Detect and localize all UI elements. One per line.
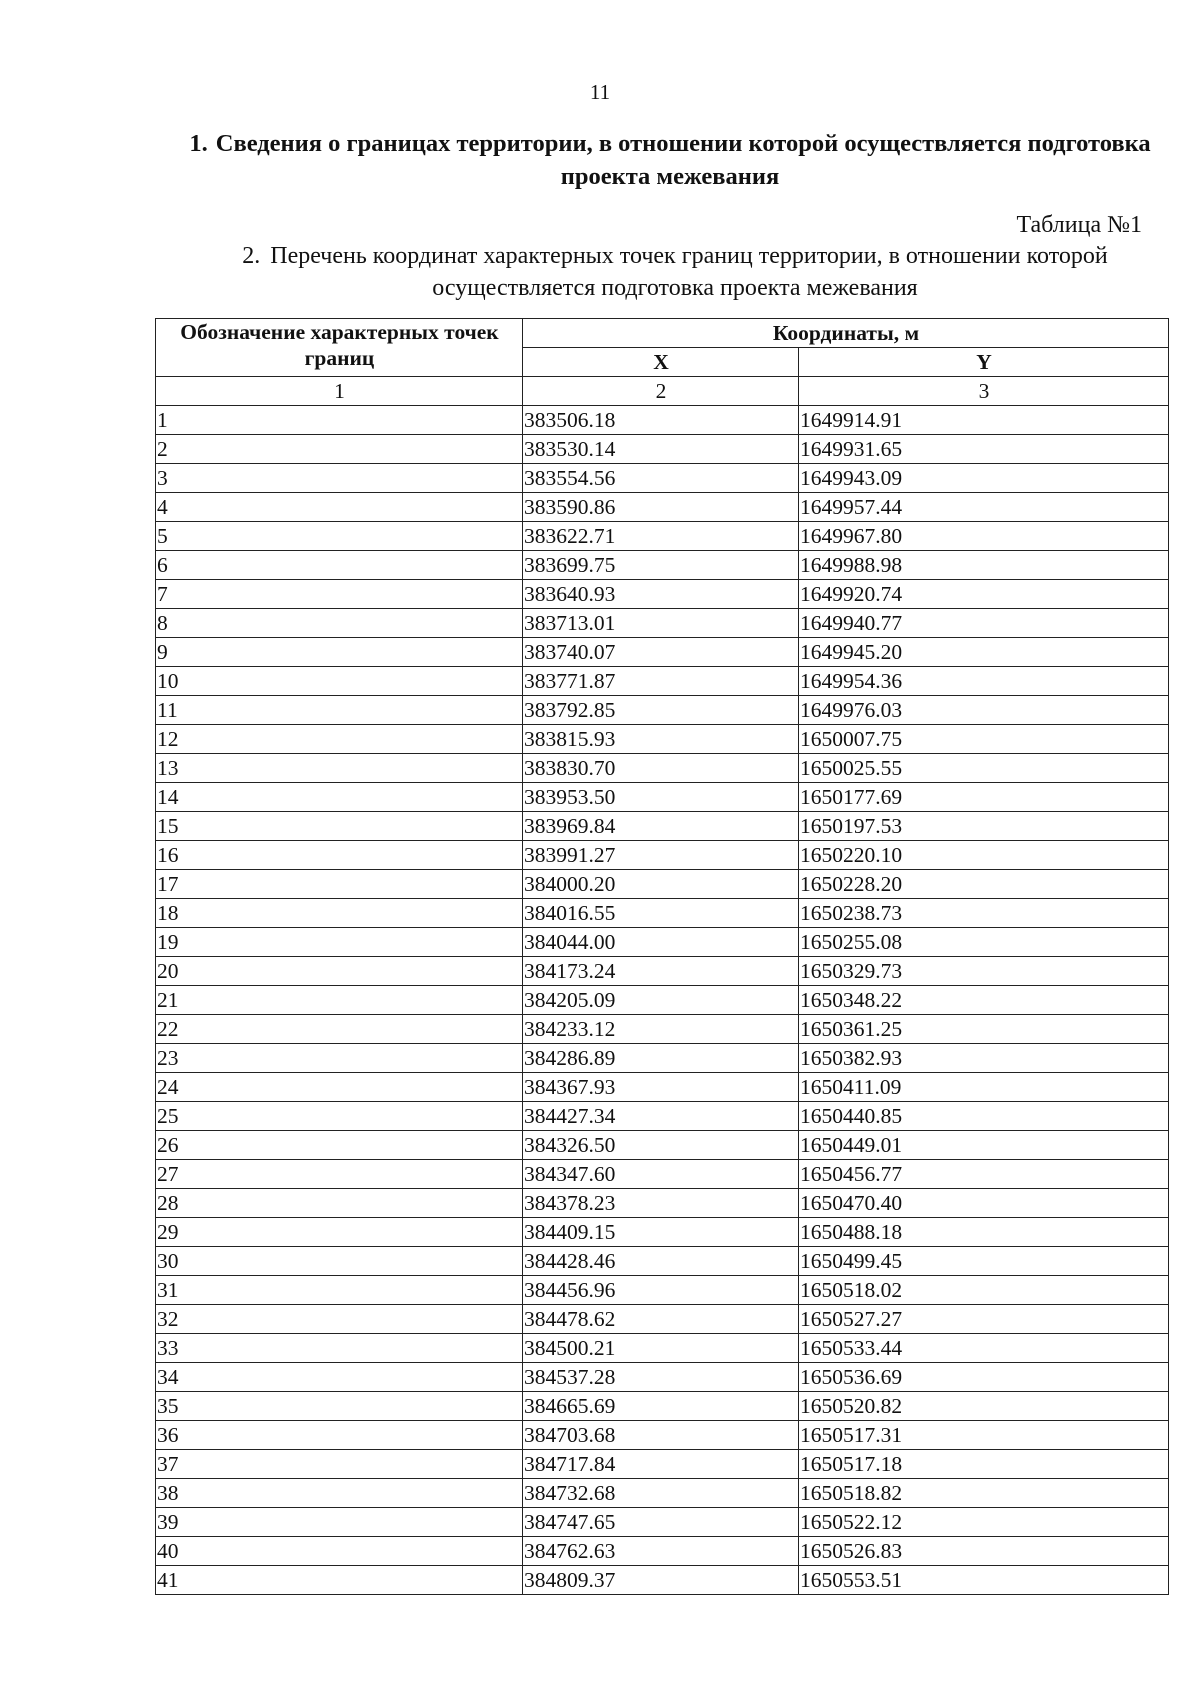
x-coordinate-cell: 384286.89 [523,1044,799,1073]
section-heading [170,127,1170,193]
y-coordinate-cell: 1650440.85 [799,1102,1169,1131]
y-coordinate-cell: 1650449.01 [799,1131,1169,1160]
table-row [156,725,1169,754]
point-cell: 20 [156,957,523,986]
point-cell: 35 [156,1392,523,1421]
x-coordinate-cell: 384762.63 [523,1537,799,1566]
point-cell: 40 [156,1537,523,1566]
y-coordinate-cell: 1649945.20 [799,638,1169,667]
table-row [156,1102,1169,1131]
y-coordinate-cell: 1649967.80 [799,522,1169,551]
point-cell: 28 [156,1189,523,1218]
table-row [156,522,1169,551]
table-row [156,1189,1169,1218]
table-row [156,1537,1169,1566]
header-y: Y [799,348,1169,377]
point-cell: 29 [156,1218,523,1247]
y-coordinate-cell: 1649940.77 [799,609,1169,638]
table-caption [180,240,1170,304]
x-coordinate-cell: 384732.68 [523,1479,799,1508]
x-coordinate-cell: 383554.56 [523,464,799,493]
point-cell: 14 [156,783,523,812]
y-coordinate-cell: 1650518.02 [799,1276,1169,1305]
table-row [156,1479,1169,1508]
point-cell: 37 [156,1450,523,1479]
x-coordinate-cell: 383953.50 [523,783,799,812]
y-coordinate-cell: 1650488.18 [799,1218,1169,1247]
y-coordinate-cell: 1650527.27 [799,1305,1169,1334]
x-coordinate-cell: 384347.60 [523,1160,799,1189]
y-coordinate-cell: 1650517.18 [799,1450,1169,1479]
point-cell: 7 [156,580,523,609]
point-cell: 10 [156,667,523,696]
table-row [156,957,1169,986]
x-coordinate-cell: 384367.93 [523,1073,799,1102]
x-coordinate-cell: 383991.27 [523,841,799,870]
point-cell: 23 [156,1044,523,1073]
table-row [156,986,1169,1015]
x-coordinate-cell: 384478.62 [523,1305,799,1334]
y-coordinate-cell: 1649943.09 [799,464,1169,493]
point-cell: 1 [156,406,523,435]
table-row [156,841,1169,870]
x-coordinate-cell: 384326.50 [523,1131,799,1160]
table-row [156,1276,1169,1305]
column-number-3: 3 [799,377,1169,406]
y-coordinate-cell: 1650025.55 [799,754,1169,783]
table-row [156,638,1169,667]
table-row [156,1044,1169,1073]
table-row [156,1566,1169,1595]
point-cell: 34 [156,1363,523,1392]
point-cell: 16 [156,841,523,870]
x-coordinate-cell: 383815.93 [523,725,799,754]
point-cell: 18 [156,899,523,928]
table-row [156,1450,1169,1479]
point-cell: 25 [156,1102,523,1131]
header-coordinates: Координаты, м [523,319,1169,348]
x-coordinate-cell: 384428.46 [523,1247,799,1276]
section-number: 1. [189,130,208,157]
y-coordinate-cell: 1650177.69 [799,783,1169,812]
table-row [156,551,1169,580]
point-cell: 17 [156,870,523,899]
x-coordinate-cell: 384717.84 [523,1450,799,1479]
table-row [156,464,1169,493]
y-coordinate-cell: 1650361.25 [799,1015,1169,1044]
table-row [156,783,1169,812]
x-coordinate-cell: 384378.23 [523,1189,799,1218]
y-coordinate-cell: 1650517.31 [799,1421,1169,1450]
y-coordinate-cell: 1650520.82 [799,1392,1169,1421]
y-coordinate-cell: 1650536.69 [799,1363,1169,1392]
table-row [156,1305,1169,1334]
x-coordinate-cell: 383530.14 [523,435,799,464]
table-row [156,435,1169,464]
x-coordinate-cell: 384537.28 [523,1363,799,1392]
y-coordinate-cell: 1650470.40 [799,1189,1169,1218]
y-coordinate-cell: 1649914.91 [799,406,1169,435]
table-row [156,928,1169,957]
y-coordinate-cell: 1650553.51 [799,1566,1169,1595]
y-coordinate-cell: 1650007.75 [799,725,1169,754]
y-coordinate-cell: 1650533.44 [799,1334,1169,1363]
page-number: 11 [589,80,611,104]
x-coordinate-cell: 383792.85 [523,696,799,725]
table-row [156,812,1169,841]
x-coordinate-cell: 383699.75 [523,551,799,580]
x-coordinate-cell: 384703.68 [523,1421,799,1450]
column-number-2: 2 [523,377,799,406]
y-coordinate-cell: 1650228.20 [799,870,1169,899]
table-row [156,1363,1169,1392]
coordinates-table [155,318,1169,1595]
column-number-1: 1 [156,377,523,406]
point-cell: 31 [156,1276,523,1305]
x-coordinate-cell: 383590.86 [523,493,799,522]
x-coordinate-cell: 383640.93 [523,580,799,609]
table-row [156,1218,1169,1247]
point-cell: 19 [156,928,523,957]
y-coordinate-cell: 1649988.98 [799,551,1169,580]
table-row [156,406,1169,435]
header-x: X [523,348,799,377]
y-coordinate-cell: 1650518.82 [799,1479,1169,1508]
point-cell: 24 [156,1073,523,1102]
point-cell: 30 [156,1247,523,1276]
table-row [156,1247,1169,1276]
y-coordinate-cell: 1649954.36 [799,667,1169,696]
y-coordinate-cell: 1650329.73 [799,957,1169,986]
point-cell: 32 [156,1305,523,1334]
point-cell: 41 [156,1566,523,1595]
y-coordinate-cell: 1650456.77 [799,1160,1169,1189]
x-coordinate-cell: 383622.71 [523,522,799,551]
y-coordinate-cell: 1650238.73 [799,899,1169,928]
point-cell: 15 [156,812,523,841]
y-coordinate-cell: 1650499.45 [799,1247,1169,1276]
table-row [156,580,1169,609]
x-coordinate-cell: 384500.21 [523,1334,799,1363]
section-title: Сведения о границах территории, в отношении которой осуществляется подготовка проекта межевания [215,130,1151,190]
x-coordinate-cell: 384044.00 [523,928,799,957]
y-coordinate-cell: 1650411.09 [799,1073,1169,1102]
point-cell: 22 [156,1015,523,1044]
table-row [156,1160,1169,1189]
point-cell: 12 [156,725,523,754]
table-row [156,1131,1169,1160]
y-coordinate-cell: 1649931.65 [799,435,1169,464]
point-cell: 26 [156,1131,523,1160]
x-coordinate-cell: 383506.18 [523,406,799,435]
x-coordinate-cell: 384409.15 [523,1218,799,1247]
y-coordinate-cell: 1650348.22 [799,986,1169,1015]
point-cell: 39 [156,1508,523,1537]
table-row [156,1392,1169,1421]
x-coordinate-cell: 383969.84 [523,812,799,841]
y-coordinate-cell: 1649976.03 [799,696,1169,725]
table-row [156,1015,1169,1044]
y-coordinate-cell: 1650382.93 [799,1044,1169,1073]
caption-number: 2. [242,243,261,269]
x-coordinate-cell: 384000.20 [523,870,799,899]
y-coordinate-cell: 1650526.83 [799,1537,1169,1566]
x-coordinate-cell: 383713.01 [523,609,799,638]
table-row [156,1421,1169,1450]
y-coordinate-cell: 1650197.53 [799,812,1169,841]
x-coordinate-cell: 384233.12 [523,1015,799,1044]
table-row [156,667,1169,696]
x-coordinate-cell: 384747.65 [523,1508,799,1537]
y-coordinate-cell: 1650220.10 [799,841,1169,870]
point-cell: 4 [156,493,523,522]
table-row [156,1508,1169,1537]
table-row [156,696,1169,725]
x-coordinate-cell: 384205.09 [523,986,799,1015]
point-cell: 11 [156,696,523,725]
x-coordinate-cell: 384665.69 [523,1392,799,1421]
caption-text: Перечень координат характерных точек границ территории, в отношении которой осуществляется подготовка проекта межевания [270,243,1108,301]
point-cell: 21 [156,986,523,1015]
point-cell: 3 [156,464,523,493]
table-row [156,754,1169,783]
y-coordinate-cell: 1650522.12 [799,1508,1169,1537]
table-row [156,1073,1169,1102]
table-row [156,1334,1169,1363]
table-row [156,493,1169,522]
point-cell: 38 [156,1479,523,1508]
x-coordinate-cell: 384456.96 [523,1276,799,1305]
x-coordinate-cell: 384809.37 [523,1566,799,1595]
y-coordinate-cell: 1649957.44 [799,493,1169,522]
point-cell: 9 [156,638,523,667]
table-body [156,406,1169,1595]
table-row [156,870,1169,899]
table-row [156,899,1169,928]
x-coordinate-cell: 383740.07 [523,638,799,667]
table-row [156,609,1169,638]
point-cell: 33 [156,1334,523,1363]
y-coordinate-cell: 1650255.08 [799,928,1169,957]
point-cell: 13 [156,754,523,783]
point-cell: 5 [156,522,523,551]
x-coordinate-cell: 384016.55 [523,899,799,928]
point-cell: 6 [156,551,523,580]
x-coordinate-cell: 383771.87 [523,667,799,696]
x-coordinate-cell: 384427.34 [523,1102,799,1131]
point-cell: 8 [156,609,523,638]
header-point-designation: Обозначение характерных точек границ [156,319,523,377]
y-coordinate-cell: 1649920.74 [799,580,1169,609]
point-cell: 2 [156,435,523,464]
x-coordinate-cell: 384173.24 [523,957,799,986]
point-cell: 36 [156,1421,523,1450]
point-cell: 27 [156,1160,523,1189]
table-label: Таблица №1 [1016,212,1142,238]
x-coordinate-cell: 383830.70 [523,754,799,783]
